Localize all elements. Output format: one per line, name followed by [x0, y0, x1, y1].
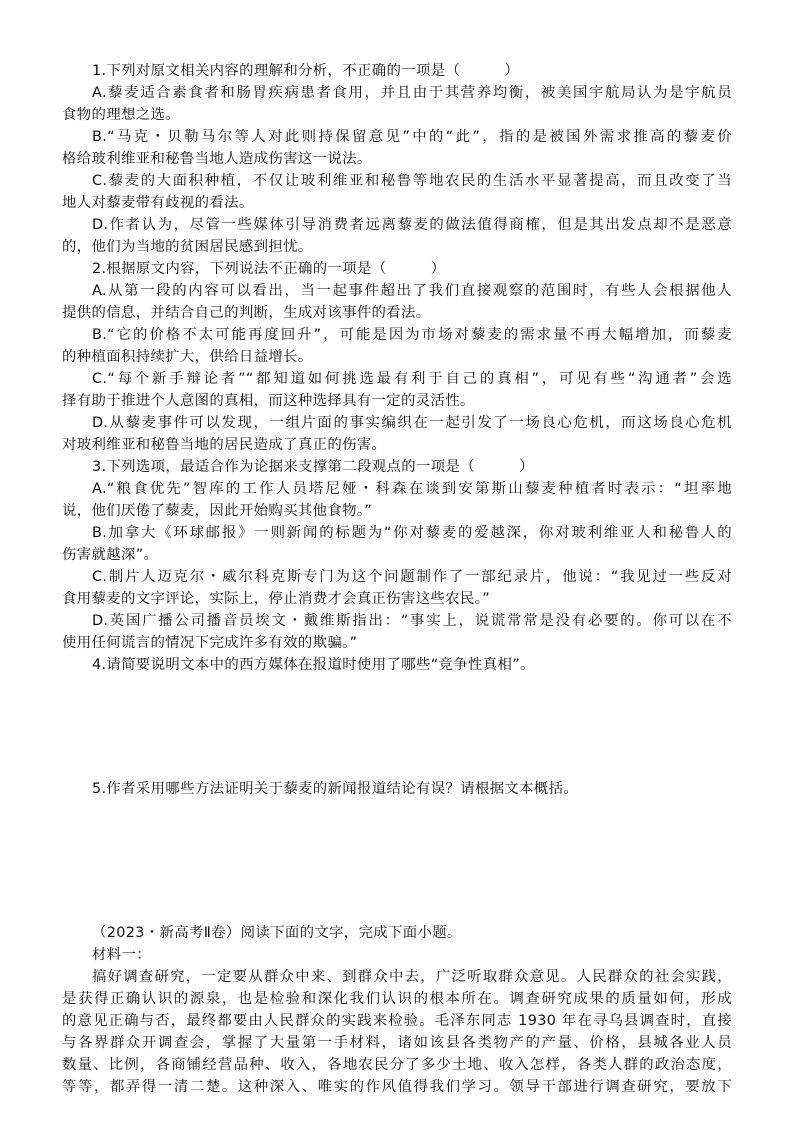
q1-stem: 1.下列对原文相关内容的理解和分析，不正确的一项是（ ） [92, 63, 520, 79]
passage-line: 的意见正确与否，最终都要由人民群众的实践来检验。毛泽东同志 1930 年在寻乌县调查时，直接 [62, 1013, 732, 1029]
q4-stem: 4.请简要说明文本中的西方媒体在报道时使用了哪些“竞争性真相”。 [92, 657, 535, 673]
q3-option-a-line2: 说，他们厌倦了藜麦，因此开始购买其他食物。” [62, 503, 373, 519]
passage-source: （2023・新高考Ⅱ卷）阅读下面的文字，完成下面小题。 [92, 925, 462, 941]
passage-line: 等等，都弄得一清二楚。这种深入、唯实的作风值得我们学习。领导干部进行调查研究，要放下 [62, 1079, 732, 1095]
material-label: 材料一： [92, 947, 151, 963]
q2-option-d-line1: D.从藜麦事件可以发现，一组片面的事实编织在一起引发了一场良心危机，而这场良心危机 [92, 415, 732, 431]
q1-option-b-line1: B.“马克・贝勒马尔等人对此则持保留意见”中的“此”，指的是被国外需求推高的藜麦价 [92, 129, 732, 145]
q1-option-c-line2: 地人对藜麦带有歧视的看法。 [62, 195, 254, 211]
q3-option-c-line2: 食用藜麦的文字评论，实际上，停止消费才会真正伤害这些农民。” [62, 591, 491, 607]
q2-stem: 2.根据原文内容，下列说法不正确的一项是（ ） [92, 261, 446, 277]
q2-option-b-line2: 的种植面积持续扩大，供给日益增长。 [62, 349, 313, 365]
q1-option-c-line1: C.藜麦的大面积种植，不仅让玻利维亚和秘鲁等地农民的生活水平显著提高，而且改变了当 [92, 173, 732, 189]
q3-option-b-line2: 伤害就越深”。 [62, 547, 159, 563]
q1-option-d-line2: 的，他们为当地的贫困居民感到担忧。 [62, 239, 313, 255]
passage-line: 搞好调查研究，一定要从群众中来、到群众中去，广泛听取群众意见。人民群众的社会实践， [92, 969, 732, 985]
q3-option-d-line1: D.英国广播公司播音员埃文・戴维斯指出：“事实上，说谎常常是没有必要的。你可以在不 [92, 613, 732, 629]
q2-option-b-line1: B.“它的价格不太可能再度回升”，可能是因为市场对藜麦的需求量不再大幅增加，而藜麦 [92, 327, 732, 343]
q1-option-a-line2: 食物的理想之选。 [62, 107, 180, 123]
q3-option-a-line1: A.“粮食优先”智库的工作人员塔尼娅・科森在谈到安第斯山藜麦种植者时表示：“坦率地 [92, 481, 732, 497]
q1-option-b-line2: 格给玻利维亚和秘鲁当地人造成伤害这一说法。 [62, 151, 372, 167]
q3-stem: 3.下列选项，最适合作为论据来支撑第二段观点的一项是（ ） [92, 459, 534, 475]
q2-option-d-line2: 对玻利维亚和秘鲁当地的居民造成了真正的伤害。 [62, 437, 387, 453]
q2-option-c-line2: 择有助于推进个人意图的真相，而这种选择具有一定的灵活性。 [62, 393, 475, 409]
passage-line: 数量、比例，各商铺经营品种、收入，各地农民分了多少土地、收入怎样，各类人群的政治态度， [62, 1057, 732, 1073]
passage-line: 是获得正确认识的源泉，也是检验和深化我们认识的根本所在。调查研究成果的质量如何，形成 [62, 991, 732, 1007]
q3-option-d-line2: 使用任何谎言的情况下完成许多有效的欺骗。” [62, 635, 358, 651]
q3-option-b-line1: B.加拿大《环球邮报》一则新闻的标题为“你对藜麦的爱越深，你对玻利维亚人和秘鲁人的 [92, 525, 732, 541]
q2-option-a-line2: 提供的信息，并结合自己的判断，生成对该事件的看法。 [62, 305, 431, 321]
q1-option-a-line1: A.藜麦适合素食者和肠胃疾病患者食用，并且由于其营养均衡，被美国宇航局认为是宇航员 [92, 85, 732, 101]
q2-option-c-line1: C.“每个新手辩论者”“都知道如何挑选最有利于自己的真相”，可见有些“沟通者”会选 [92, 371, 732, 387]
q1-option-d-line1: D.作者认为，尽管一些媒体引导消费者远离藜麦的做法值得商榷，但是其出发点却不是恶意 [92, 217, 732, 233]
q5-stem: 5.作者采用哪些方法证明关于藜麦的新闻报道结论有误？请根据文本概括。 [92, 781, 579, 797]
passage-line: 与各界群众开调查会，掌握了大量第一手材料，诸如该县各类物产的产量、价格，县城各业人员 [62, 1035, 732, 1051]
q2-option-a-line1: A.从第一段的内容可以看出，当一起事件超出了我们直接观察的范围时，有些人会根据他人 [92, 283, 732, 299]
q3-option-c-line1: C.制片人迈克尔・威尔科克斯专门为这个问题制作了一部纪录片，他说：“我见过一些反对 [92, 569, 732, 585]
